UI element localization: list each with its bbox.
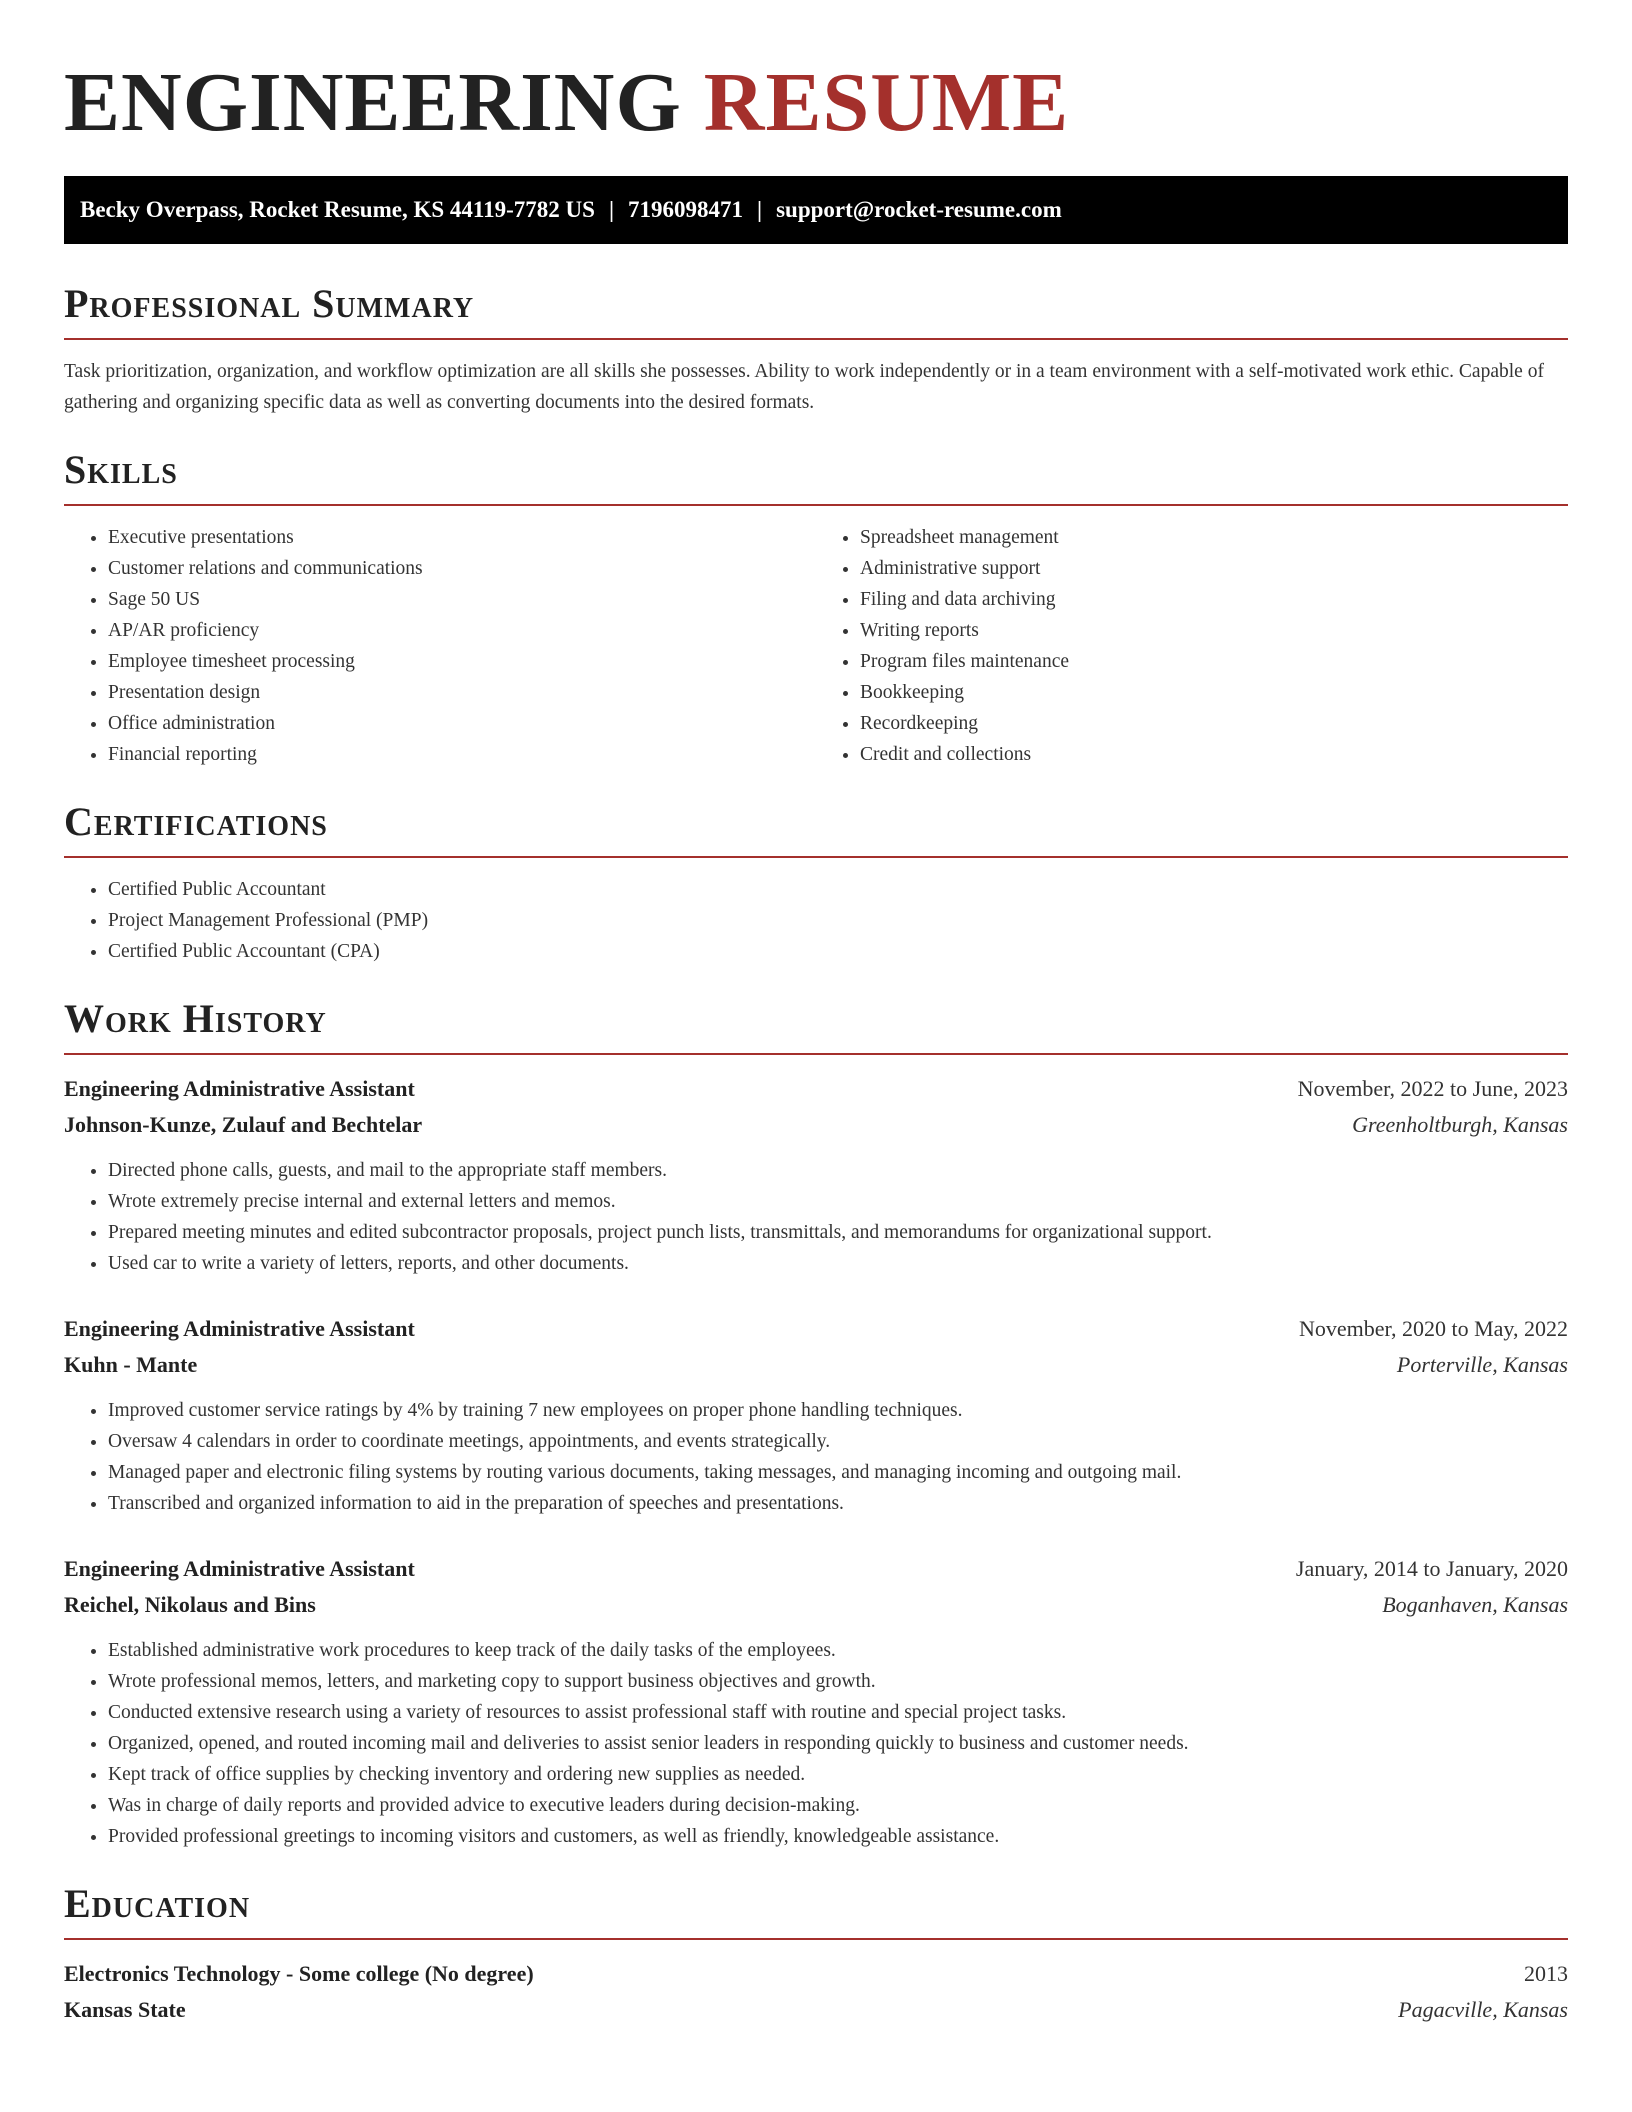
- certification-item: • Certified Public Accountant: [108, 874, 1568, 905]
- skill-item: • Recordkeeping: [860, 708, 1568, 739]
- skill-item: • Filing and data archiving: [860, 584, 1568, 615]
- contact-separator: |: [608, 197, 615, 222]
- job-bullet: • Kept track of office supplies by checking inventory and ordering new supplies as needed.: [108, 1759, 1568, 1790]
- skill-item: • Administrative support: [860, 553, 1568, 584]
- skill-item: • Employee timesheet processing: [108, 646, 816, 677]
- contact-phone: 7196098471: [628, 197, 744, 222]
- certification-item: • Certified Public Accountant (CPA): [108, 936, 1568, 967]
- certification-item: • Project Management Professional (PMP): [108, 905, 1568, 936]
- job-company-row: [64, 1107, 1568, 1143]
- job-bullet: • Used car to write a variety of letters, reports, and other documents.: [108, 1248, 1568, 1279]
- job-bullet: • Transcribed and organized information to aid in the preparation of speeches and presentations.: [108, 1488, 1568, 1519]
- summary-section: [64, 282, 1568, 418]
- job-bullets: [64, 1395, 1568, 1519]
- skill-item: • Customer relations and communications: [108, 553, 816, 584]
- job-bullet: • Directed phone calls, guests, and mail to the appropriate staff members.: [108, 1155, 1568, 1186]
- education-school-row: [64, 1992, 1568, 2028]
- job-header-row: [64, 1071, 1568, 1107]
- job-entry: [64, 1311, 1568, 1519]
- contact-bar: [64, 176, 1568, 244]
- job-location: Porterville, Kansas: [1396, 1352, 1568, 1377]
- job-title: Engineering Administrative Assistant: [64, 1556, 415, 1581]
- work-history-section: [64, 997, 1568, 1852]
- skills-list-right: [816, 522, 1568, 770]
- job-bullet: • Organized, opened, and routed incoming mail and deliveries to assist senior leaders in responding quickly to business and customer needs.: [108, 1728, 1568, 1759]
- skills-columns: [64, 522, 1568, 770]
- education-entry: [64, 1956, 1568, 2028]
- education-school: Kansas State: [64, 1997, 186, 2022]
- job-company: Reichel, Nikolaus and Bins: [64, 1592, 316, 1617]
- skill-item: • Office administration: [108, 708, 816, 739]
- job-entry: [64, 1071, 1568, 1279]
- job-bullet: • Improved customer service ratings by 4% by training 7 new employees on proper phone handling techniques.: [108, 1395, 1568, 1426]
- education-degree: Electronics Technology - Some college (No degree): [64, 1961, 534, 1986]
- job-dates: January, 2014 to January, 2020: [1295, 1556, 1568, 1581]
- job-bullet: • Wrote professional memos, letters, and marketing copy to support business objectives and growth.: [108, 1666, 1568, 1697]
- job-company-row: [64, 1587, 1568, 1623]
- resume-page: [64, 0, 1568, 2028]
- summary-text: Task prioritization, organization, and workflow optimization are all skills she possesses. Ability to work independently or in a team environment with a self-motivated work ethic. Capable of gathering and organizing specific data as well as converting documents into the desired formats.: [64, 361, 1544, 413]
- contact-separator: |: [757, 197, 763, 222]
- job-bullet: • Was in charge of daily reports and provided advice to executive leaders during decision-making.: [108, 1790, 1568, 1821]
- job-dates: November, 2020 to May, 2022: [1299, 1316, 1568, 1341]
- job-entry: [64, 1551, 1568, 1852]
- skill-item: • Writing reports: [860, 615, 1568, 646]
- skill-item: • Presentation design: [108, 677, 816, 708]
- job-location: Greenholtburgh, Kansas: [1352, 1112, 1568, 1137]
- job-dates: November, 2022 to June, 2023: [1297, 1076, 1568, 1101]
- job-company: Johnson-Kunze, Zulauf and Bechtelar: [64, 1112, 423, 1137]
- job-title: Engineering Administrative Assistant: [64, 1076, 415, 1101]
- certifications-list: [64, 874, 1568, 967]
- skill-item: • AP/AR proficiency: [108, 615, 816, 646]
- contact-address: Becky Overpass, Rocket Resume, KS 44119-7782 US: [80, 197, 595, 222]
- skill-item: • Credit and collections: [860, 739, 1568, 770]
- skills-heading: Skills: [64, 448, 1568, 506]
- job-bullets: [64, 1155, 1568, 1279]
- job-bullet: • Managed paper and electronic filing systems by routing various documents, taking messages, and managing incoming and outgoing mail.: [108, 1457, 1568, 1488]
- skill-item: • Financial reporting: [108, 739, 816, 770]
- summary-heading: Professional Summary: [64, 282, 1568, 340]
- skill-item: • Spreadsheet management: [860, 522, 1568, 553]
- job-title: Engineering Administrative Assistant: [64, 1316, 415, 1341]
- job-bullet: • Prepared meeting minutes and edited subcontractor proposals, project punch lists, transmittals, and memorandums for organizational support.: [108, 1217, 1568, 1248]
- title-accent: RESUME: [703, 56, 1070, 149]
- job-bullet: • Oversaw 4 calendars in order to coordinate meetings, appointments, and events strategically.: [108, 1426, 1568, 1457]
- education-heading: Education: [64, 1882, 1568, 1940]
- skills-list-left: [64, 522, 816, 770]
- work-history-heading: Work History: [64, 997, 1568, 1055]
- job-header-row: [64, 1551, 1568, 1587]
- certifications-heading: Certifications: [64, 800, 1568, 858]
- job-bullet: • Established administrative work procedures to keep track of the daily tasks of the employees.: [108, 1635, 1568, 1666]
- skills-section: [64, 448, 1568, 770]
- education-year: 2013: [1524, 1961, 1568, 1986]
- education-location: Pagacville, Kansas: [1398, 1997, 1568, 2022]
- title-main: ENGINEERING: [64, 56, 682, 149]
- skill-item: • Executive presentations: [108, 522, 816, 553]
- resume-title: [64, 58, 1568, 148]
- job-header-row: [64, 1311, 1568, 1347]
- certifications-section: [64, 800, 1568, 967]
- job-company: Kuhn - Mante: [64, 1352, 198, 1377]
- education-degree-row: [64, 1956, 1568, 1992]
- job-bullets: [64, 1635, 1568, 1852]
- skill-item: • Sage 50 US: [108, 584, 816, 615]
- job-bullet: • Conducted extensive research using a variety of resources to assist professional staff with routine and special project tasks.: [108, 1697, 1568, 1728]
- skill-item: • Program files maintenance: [860, 646, 1568, 677]
- education-section: [64, 1882, 1568, 2028]
- job-bullet: • Wrote extremely precise internal and external letters and memos.: [108, 1186, 1568, 1217]
- contact-email[interactable]: support@rocket-resume.com: [776, 197, 1062, 222]
- job-company-row: [64, 1347, 1568, 1383]
- skill-item: • Bookkeeping: [860, 677, 1568, 708]
- job-bullet: • Provided professional greetings to incoming visitors and customers, as well as friendly, knowledgeable assistance.: [108, 1821, 1568, 1852]
- job-location: Boganhaven, Kansas: [1382, 1592, 1568, 1617]
